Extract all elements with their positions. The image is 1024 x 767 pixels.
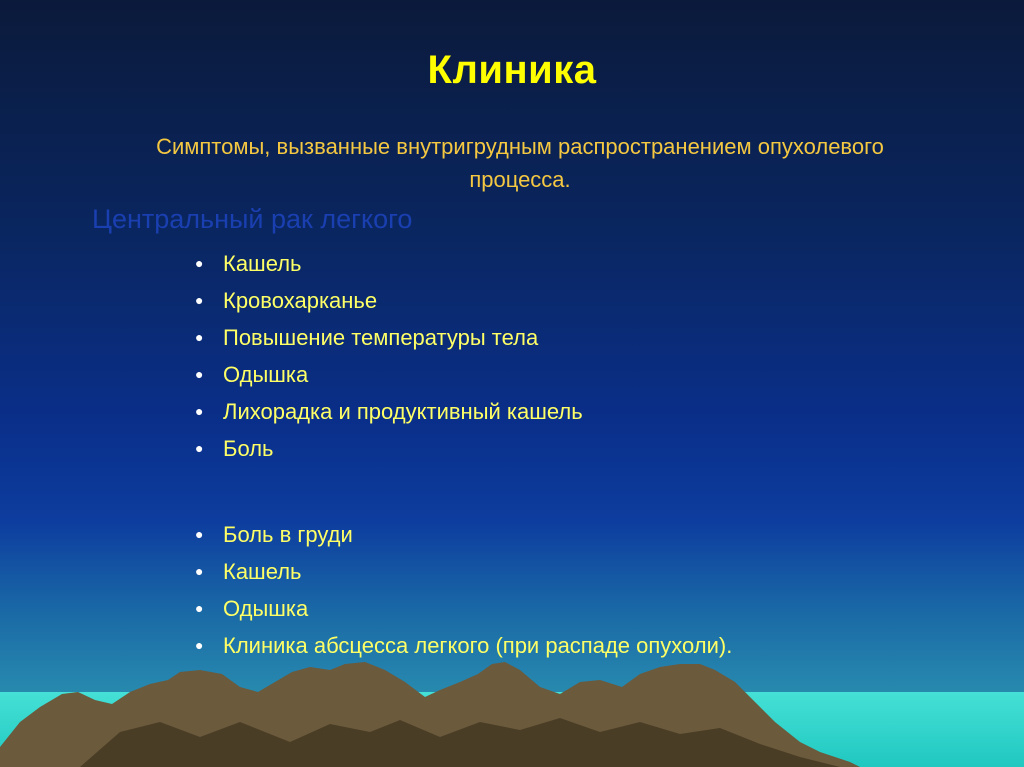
- bullet-dot-icon: ●: [195, 563, 204, 579]
- mountains-illustration: [0, 652, 1024, 767]
- bullet-dot-icon: ●: [195, 255, 204, 271]
- bullet-dot-icon: ●: [195, 292, 204, 308]
- list-item: [195, 282, 583, 319]
- bullet-dot-icon: ●: [195, 526, 204, 542]
- list-item-text: Кровохарканье: [223, 288, 378, 313]
- bullet-dot-icon: ●: [195, 637, 204, 653]
- list-item-text: Одышка: [223, 362, 309, 387]
- symptom-list-central: [195, 245, 583, 467]
- list-item: [195, 430, 583, 467]
- list-item: [195, 319, 583, 356]
- list-item: [195, 393, 583, 430]
- section-heading-central-cancer: Центральный рак легкого: [92, 204, 413, 234]
- bullet-dot-icon: ●: [195, 440, 204, 456]
- list-item-text: Одышка: [223, 596, 309, 621]
- slide-subtitle: Симптомы, вызванные внутригрудным распространением опухолевого процесса.: [156, 134, 884, 192]
- list-item-text: Клиника абсцесса легкого (при распаде опухоли).: [223, 633, 733, 658]
- list-item-text: Боль в груди: [223, 522, 353, 547]
- symptom-list-peripheral: [195, 516, 732, 664]
- list-item: [195, 590, 732, 627]
- bullet-dot-icon: ●: [195, 329, 204, 345]
- bullet-dot-icon: ●: [195, 403, 204, 419]
- bullet-dot-icon: ●: [195, 600, 204, 616]
- list-item-text: Повышение температуры тела: [223, 325, 539, 350]
- list-item: [195, 553, 732, 590]
- slide-title: Клиника: [427, 48, 597, 92]
- list-item-text: Кашель: [223, 251, 302, 276]
- list-item: [195, 516, 732, 553]
- list-item-text: Боль: [223, 436, 274, 461]
- list-item: [195, 245, 583, 282]
- list-item-text: Лихорадка и продуктивный кашель: [223, 399, 583, 424]
- list-item-text: Кашель: [223, 559, 302, 584]
- bullet-dot-icon: ●: [195, 366, 204, 382]
- list-item: [195, 356, 583, 393]
